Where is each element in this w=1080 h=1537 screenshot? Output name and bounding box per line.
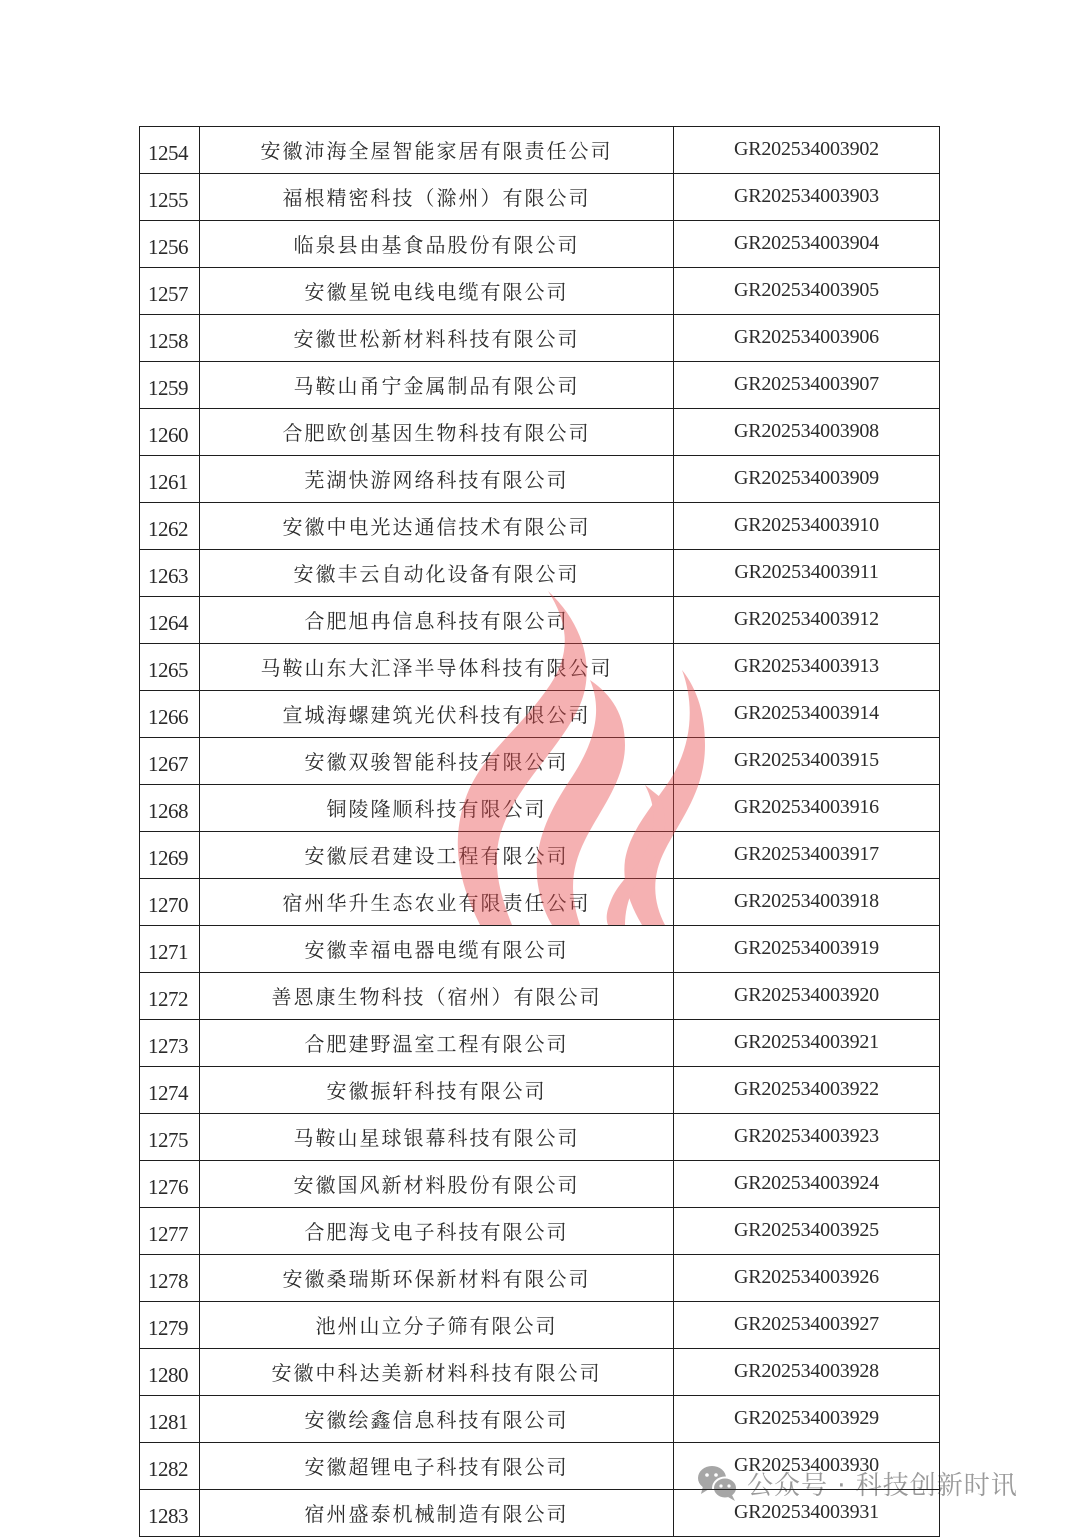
company-name: 安徽中科达美新材料科技有限公司 [200,1349,674,1396]
table-row [140,785,940,832]
certificate-number: GR202534003927 [674,1302,940,1349]
company-name: 安徽超锂电子科技有限公司 [200,1443,674,1490]
table-row [140,973,940,1020]
company-name: 马鞍山甬宁金属制品有限公司 [200,362,674,409]
footer-label: 公众号 · 科技创新时讯 [747,1470,1018,1501]
company-name: 宿州盛泰机械制造有限公司 [200,1490,674,1537]
company-name: 宣城海螺建筑光伏科技有限公司 [200,691,674,738]
row-index: 1277 [140,1208,200,1255]
row-index: 1269 [140,832,200,879]
table-row [140,644,940,691]
company-name: 安徽幸福电器电缆有限公司 [200,926,674,973]
certificate-number: GR202534003912 [674,597,940,644]
row-index: 1275 [140,1114,200,1161]
row-index: 1273 [140,1020,200,1067]
row-index: 1260 [140,409,200,456]
table-row [140,315,940,362]
table-row [140,1255,940,1302]
company-name: 安徽星锐电线电缆有限公司 [200,268,674,315]
certificate-number: GR202534003914 [674,691,940,738]
row-index: 1276 [140,1161,200,1208]
company-name: 合肥旭冉信息科技有限公司 [200,597,674,644]
table-row [140,879,940,926]
certificate-number: GR202534003916 [674,785,940,832]
table-row [140,1443,940,1490]
row-index: 1268 [140,785,200,832]
company-name: 安徽绘鑫信息科技有限公司 [200,1396,674,1443]
row-index: 1258 [140,315,200,362]
row-index: 1257 [140,268,200,315]
row-index: 1274 [140,1067,200,1114]
table-row [140,1020,940,1067]
company-name: 安徽丰云自动化设备有限公司 [200,550,674,597]
company-name: 安徽振轩科技有限公司 [200,1067,674,1114]
certificate-number: GR202534003911 [674,550,940,597]
row-index: 1264 [140,597,200,644]
certificate-number: GR202534003921 [674,1020,940,1067]
certificate-number: GR202534003924 [674,1161,940,1208]
certificate-number: GR202534003926 [674,1255,940,1302]
company-name: 马鞍山东大汇泽半导体科技有限公司 [200,644,674,691]
company-name: 福根精密科技（滁州）有限公司 [200,174,674,221]
certificate-number: GR202534003931 [674,1490,940,1537]
row-index: 1266 [140,691,200,738]
table-row [140,926,940,973]
company-name: 芜湖快游网络科技有限公司 [200,456,674,503]
table-body [140,127,940,1537]
table-row [140,550,940,597]
table-row [140,1490,940,1537]
company-name: 合肥欧创基因生物科技有限公司 [200,409,674,456]
row-index: 1278 [140,1255,200,1302]
table-row [140,1396,940,1443]
certificate-number: GR202534003920 [674,973,940,1020]
certificate-number: GR202534003922 [674,1067,940,1114]
company-name: 安徽世松新材料科技有限公司 [200,315,674,362]
row-index: 1271 [140,926,200,973]
row-index: 1282 [140,1443,200,1490]
table-row [140,1302,940,1349]
table-row [140,174,940,221]
row-index: 1254 [140,127,200,174]
company-name: 安徽国风新材料股份有限公司 [200,1161,674,1208]
certificate-number: GR202534003907 [674,362,940,409]
certificate-number: GR202534003913 [674,644,940,691]
certificate-number: GR202534003905 [674,268,940,315]
row-index: 1259 [140,362,200,409]
row-index: 1255 [140,174,200,221]
row-index: 1256 [140,221,200,268]
certificate-number: GR202534003906 [674,315,940,362]
certificate-number: GR202534003910 [674,503,940,550]
table-row [140,832,940,879]
certificate-number: GR202534003929 [674,1396,940,1443]
company-name: 合肥建野温室工程有限公司 [200,1020,674,1067]
company-name: 善恩康生物科技（宿州）有限公司 [200,973,674,1020]
table-row [140,1349,940,1396]
certificate-number: GR202534003928 [674,1349,940,1396]
table-row [140,1067,940,1114]
table-row [140,127,940,174]
certificate-number: GR202534003909 [674,456,940,503]
table-row [140,691,940,738]
certificate-number: GR202534003923 [674,1114,940,1161]
row-index: 1262 [140,503,200,550]
table-row [140,738,940,785]
table-row [140,1208,940,1255]
company-name: 马鞍山星球银幕科技有限公司 [200,1114,674,1161]
company-name: 临泉县由基食品股份有限公司 [200,221,674,268]
company-name: 铜陵隆顺科技有限公司 [200,785,674,832]
company-name: 安徽沛海全屋智能家居有限责任公司 [200,127,674,174]
table-row [140,409,940,456]
table-row [140,221,940,268]
table-row [140,362,940,409]
table-row [140,503,940,550]
row-index: 1272 [140,973,200,1020]
table-row [140,268,940,315]
company-name: 安徽辰君建设工程有限公司 [200,832,674,879]
company-name: 合肥海戈电子科技有限公司 [200,1208,674,1255]
row-index: 1281 [140,1396,200,1443]
table-row [140,456,940,503]
table-row [140,1114,940,1161]
certificate-number: GR202534003904 [674,221,940,268]
row-index: 1267 [140,738,200,785]
row-index: 1261 [140,456,200,503]
certificate-number: GR202534003930 [674,1443,940,1490]
row-index: 1283 [140,1490,200,1537]
table-row [140,1161,940,1208]
certificate-number: GR202534003917 [674,832,940,879]
certificate-number: GR202534003915 [674,738,940,785]
row-index: 1265 [140,644,200,691]
certificate-number: GR202534003925 [674,1208,940,1255]
company-name: 宿州华升生态农业有限责任公司 [200,879,674,926]
row-index: 1280 [140,1349,200,1396]
table-row [140,597,940,644]
row-index: 1270 [140,879,200,926]
company-name: 池州山立分子筛有限公司 [200,1302,674,1349]
company-name: 安徽中电光达通信技术有限公司 [200,503,674,550]
company-name: 安徽桑瑞斯环保新材料有限公司 [200,1255,674,1302]
certificate-number: GR202534003919 [674,926,940,973]
row-index: 1263 [140,550,200,597]
certificate-number: GR202534003918 [674,879,940,926]
row-index: 1279 [140,1302,200,1349]
certificate-number: GR202534003902 [674,127,940,174]
enterprise-list-table [139,126,940,1537]
company-name: 安徽双骏智能科技有限公司 [200,738,674,785]
certificate-number: GR202534003903 [674,174,940,221]
certificate-number: GR202534003908 [674,409,940,456]
